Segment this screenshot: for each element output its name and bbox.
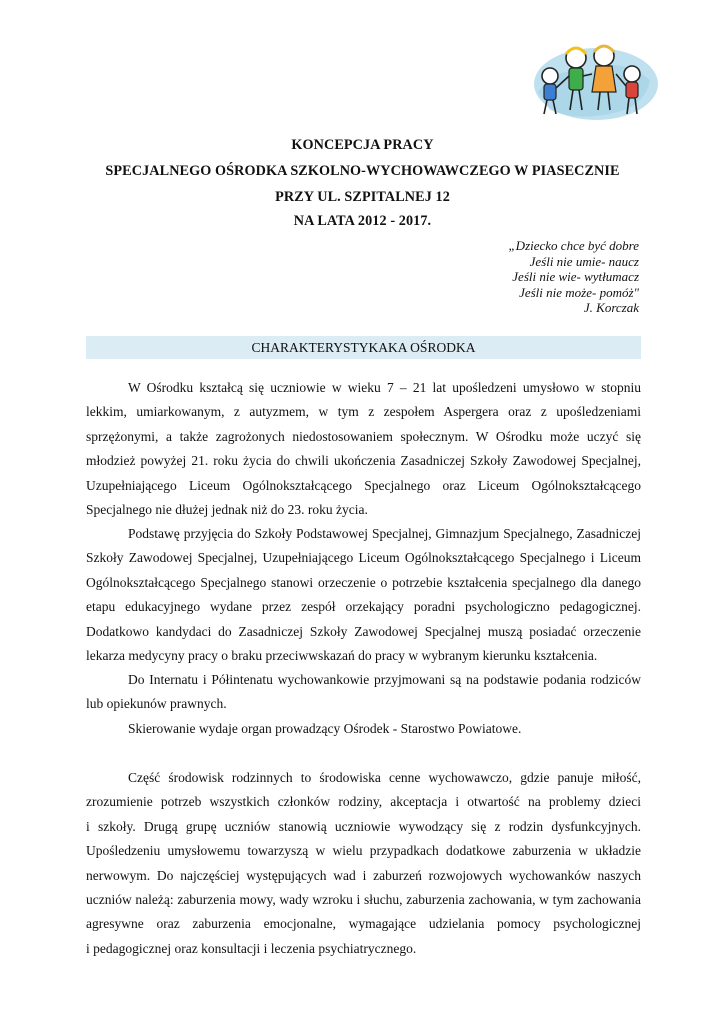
paragraph-4: [86, 717, 641, 741]
paragraph-3: [86, 668, 641, 717]
text-line: Szkoły Zawodowej Specjalnej, Uzupełniającego Liceum Ogólnokształcącego Specjalnego i Liceum: [86, 550, 641, 566]
epigraph-quote: [508, 238, 639, 316]
page-address: PRZY UL. SZPITALNEJ 12: [275, 189, 450, 205]
text-line: lekkim, umiarkowanym, z autyzmem, w tym z zespołem Aspergera oraz z upośledzeniami: [86, 404, 641, 420]
text-line: uczniów należą: zaburzenia mowy, wady wzroku i słuchu, zaburzenia zachowania, w tym zachowania: [86, 892, 641, 908]
quote-line: Jeśli nie wie- wytłumacz: [512, 269, 639, 284]
text-line: Dodatkowo kandydaci do Zasadniczej Szkoły Zawodowej Specjalnej muszą posiadać orzeczenie: [86, 623, 641, 639]
text-line: Do Internatu i Półintenatu wychowankowie przyjmowani są na podstawie podania rodziców: [128, 672, 641, 687]
text-line: Upośledzeniu umysłowemu towarzyszą w wielu przypadkach dodatkowe zaburzenia w układzie: [86, 843, 641, 859]
children-holding-hands-icon: [528, 34, 658, 124]
text-line: i pedagogicznej oraz konsultacji i leczenia psychiatrycznego.: [86, 940, 417, 956]
text-line: W Ośrodku kształcą się uczniowie w wieku 7 – 21 lat upośledzeni umysłowo w stopniu: [128, 380, 641, 395]
page-title: KONCEPCJA PRACY: [291, 137, 434, 153]
paragraph-2: [86, 522, 641, 668]
text-line: Ogólnokształcącego Specjalnego stanowi orzeczenie o potrzebie kształcenia specjalnego dla danego: [86, 574, 641, 590]
quote-line: Jeśli nie może- pomóż": [519, 284, 639, 300]
text-line: zrozumienie potrzeb wszystkich członków rodziny, akceptacja i otwartość na problemy dzieci: [86, 794, 641, 810]
text-line: i szkoły. Drugą grupę uczniów stanowią uczniowie wywodzący się z rodzin dysfunkcyjnych.: [86, 818, 641, 834]
text-line: Podstawę przyjęcia do Szkoły Podstawowej Specjalnej, Gimnazjum Specjalnego, Zasadniczej: [128, 526, 641, 541]
section-heading: CHARAKTERYSTYKAKA OŚRODKA: [86, 336, 641, 359]
text-line: Część środowisk rodzinnych to środowiska cenne wychowawczo, gdzie panuje miłość,: [128, 770, 641, 785]
text-line: lub opiekunów prawnych.: [86, 696, 227, 712]
text-line: etapu edukacyjnego wydane przez zespół orzekający poradni psychologiczno pedagogicznej.: [86, 599, 641, 615]
text-line: Specjalnego nie dłużej jednak niż do 23. roku życia.: [86, 502, 368, 518]
text-line: nerwowym. Do najczęściej występujących wad i zaburzeń rozwojowych wychowanków naszych: [86, 867, 641, 883]
text-line: agresywne oraz zaburzenia emocjonalne, wymagające udzielania pomocy psychologicznej: [86, 916, 641, 932]
paragraph-5: [86, 766, 641, 961]
page-subtitle: SPECJALNEGO OŚRODKA SZKOLNO-WYCHOWAWCZEGO W PIASECZNIE: [105, 163, 620, 179]
page-period: NA LATA 2012 - 2017.: [293, 213, 432, 229]
text-line: lekarza medycyny pracy o braku przeciwwskazań do pracy w wybranym kierunku kształcenia.: [86, 648, 598, 664]
quote-line: „Dziecko chce być dobre: [508, 238, 639, 253]
quote-author: J. Korczak: [583, 300, 639, 315]
paragraph-1: [86, 376, 641, 522]
text-line: sprzężonymi, a także zagrożonych niedostosowaniem społecznym. W Ośrodku może uczyć się: [86, 428, 641, 444]
text-line: Skierowanie wydaje organ prowadzący Ośrodek - Starostwo Powiatowe.: [128, 721, 522, 736]
text-line: młodzież powyżej 21. roku życia do chwili ukończenia Zasadniczej Szkoły Zawodowej Specjalnej,: [86, 453, 641, 469]
text-line: Uzupełniającego Liceum Ogólnokształcącego Specjalnego oraz Liceum Ogólnokształcącego: [86, 477, 641, 493]
quote-line: Jeśli nie umie- naucz: [529, 253, 639, 269]
